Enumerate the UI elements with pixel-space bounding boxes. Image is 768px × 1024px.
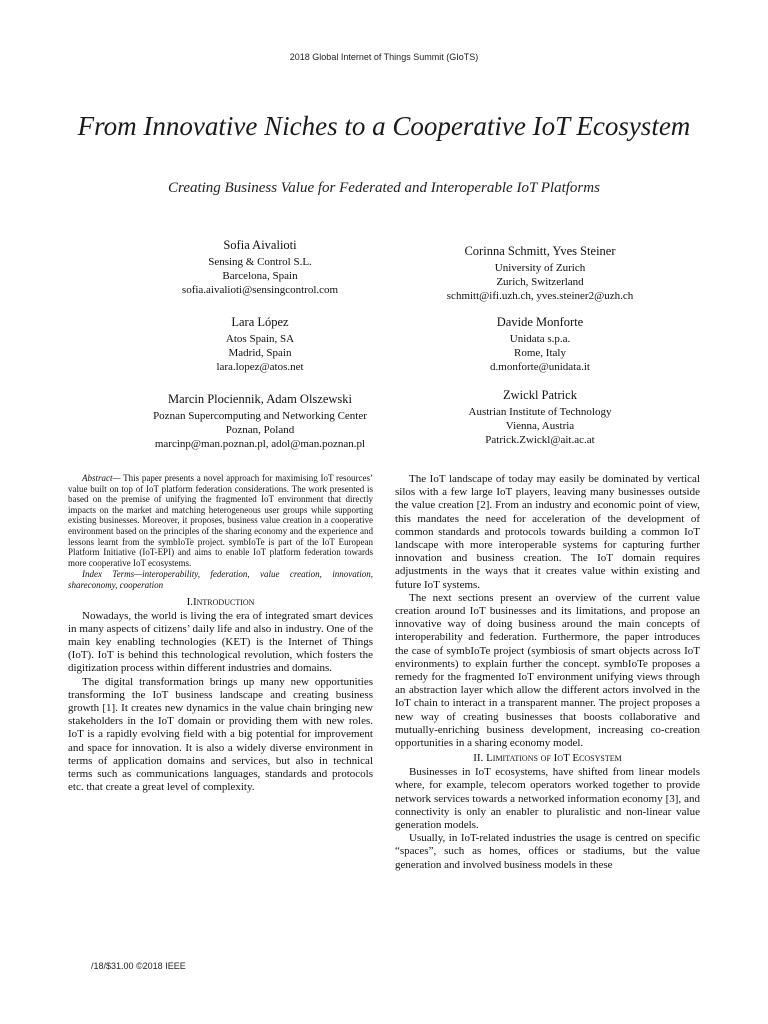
author-affiliation: Sensing & Control S.L. [208,256,312,268]
author-email: marcinp@man.poznan.pl, adol@man.poznan.pl [154,438,366,450]
author-affiliation: Austrian Institute of Technology [468,406,612,418]
section-number: I. [186,595,193,608]
author-affiliation: Poznan Supercomputing and Networking Center [153,410,367,422]
body-paragraph-1: The IoT landscape of today may easily be dominated by vertical silos with a few large IoT players, leaving many businesses outside the value creation [2]. From an industry and economic point of view, this mandates the need for acceleration of the development of common standards and protocols towards building a common IoT landscape with more interoperable systems for capturing further innovation and business creation. The IoT domain requires adjustments in the ways that it creates value within existing and future IoT systems. [395,473,700,591]
author-email: Patrick.Zwickl@ait.ac.at [485,434,595,446]
author-affiliation: Unidata s.p.a. [509,333,571,345]
paper-subtitle: Creating Business Value for Federated and Interoperable IoT Platforms [168,180,600,196]
index-terms-label: Index Terms— [82,569,143,580]
conference-header: 2018 Global Internet of Things Summit (GIoTS) [289,52,479,62]
author-email: lara.lopez@atos.net [216,361,304,373]
author-block-aivalioti [110,237,410,297]
abstract-label: Abstract— [82,473,121,483]
author-block-lopez [110,314,410,374]
author-email: d.monforte@unidata.it [490,361,590,373]
body-paragraph-2: The next sections present an overview of the current value creation around IoT businesses and its limitations, and propose an innovative way of doing business around the main concepts of interoperability and federation. Furthermore, the paper introduces the case of symbIoTe project (symbiosis of smart objects across IoT environments) to explain further the concept. symbIoTe proposes a remedy for the fragmented IoT environment unifying views through an abstraction layer which allow the different actors involved in the IoT chain to interact in a transparent manner. The project proposes a new way of creating businesses that boosts collaborative and mutually-enriching business development, increasing co-creation opportunities in a sharing economy model. [395,591,700,750]
author-location: Poznan, Poland [225,424,295,436]
author-name: Sofia Aivalioti [223,238,297,252]
abstract-text: This paper presents a novel approach for maximising IoT resources’ value built on top of IoT platform federation considerations. The work presented is based on the premise of unifying the fragmented IoT environment that directly impacts on the market and matching heterogeneous user groups while supporting existing businesses. Moreover, it proposes, business value creation in a cooperative environment based on the principles of the sharing economy and the experience and lessons learnt from the symbIoTe project. symbIoTe is part of the IoT European Platform Initiative (IoT-EPI) and aims to enable IoT platform federation towards more cooperative IoT ecosystems. [68,473,373,568]
paper-title: From Innovative Niches to a Cooperative IoT Ecosystem [77,111,691,141]
author-affiliation: Atos Spain, SA [225,333,295,345]
author-name: Lara López [231,315,289,329]
author-block-monforte [390,314,690,374]
author-block-schmitt [390,243,690,303]
intro-paragraph-2: The digital transformation brings up many new opportunities transforming the IoT business landscape and creating business growth [1]. It creates new dynamics in the value chain bringing new stakeholders in the IoT domain or providing them with new roles. IoT is a rapidly evolving field with a big potential for improvement and space for innovation. It is also a widely diverse environment in terms of application domains and services, but also in technical terms such as communications languages, standards and protocols etc. that create a great level of complexity. [68,675,373,794]
author-block-plociennik [110,391,410,451]
author-name: Corinna Schmitt, Yves Steiner [464,244,616,258]
author-location: Barcelona, Spain [222,270,298,282]
section-title: Introduction [192,595,255,608]
section-number: II. [473,752,484,765]
author-location: Vienna, Austria [505,420,575,432]
abstract [68,473,373,591]
index-terms-text: interoperability, federation, value creation, innovation, shareconomy, cooperation [68,569,373,590]
intro-paragraph-1: Nowadays, the world is living the era of integrated smart devices in many aspects of citizens’ daily life and also in industry. One of the main key enabling technologies (KET) is the Internet of Things (IoT). IoT is behind this technological revolution, which fosters the digitization process within different industries and domains. [68,609,373,675]
limitations-paragraph-2: Usually, in IoT-related industries the usage is centred on specific “spaces”, such as homes, offices or stadiums, but the value generation and involved business models in these [395,832,700,871]
author-name: Davide Monforte [496,315,584,329]
author-name: Zwickl Patrick [503,388,577,402]
section-heading-introduction [68,595,373,609]
author-location: Madrid, Spain [228,347,292,359]
right-column [395,473,700,872]
author-name: Marcin Plociennik, Adam Olszewski [168,392,352,406]
left-column [68,473,373,794]
author-email: sofia.aivalioti@sensingcontrol.com [181,284,339,296]
section-title: Limitations of IoT Ecosystem [486,752,622,765]
section-heading-limitations [395,751,700,765]
author-email: schmitt@ifi.uzh.ch, yves.steiner2@uzh.ch [446,290,634,302]
limitations-paragraph-1: Businesses in IoT ecosystems, have shifted from linear models where, for example, telecom operators worked together to provide network services towards a networked information economy [3], and connectivity is only an enabler to pluralistic and non-linear value generation models. [395,766,700,832]
author-affiliation: University of Zurich [494,262,586,274]
author-location: Zurich, Switzerland [496,276,584,288]
copyright-footer: /18/$31.00 ©2018 IEEE [91,961,186,971]
author-location: Rome, Italy [514,347,566,359]
author-block-zwickl [390,387,690,447]
